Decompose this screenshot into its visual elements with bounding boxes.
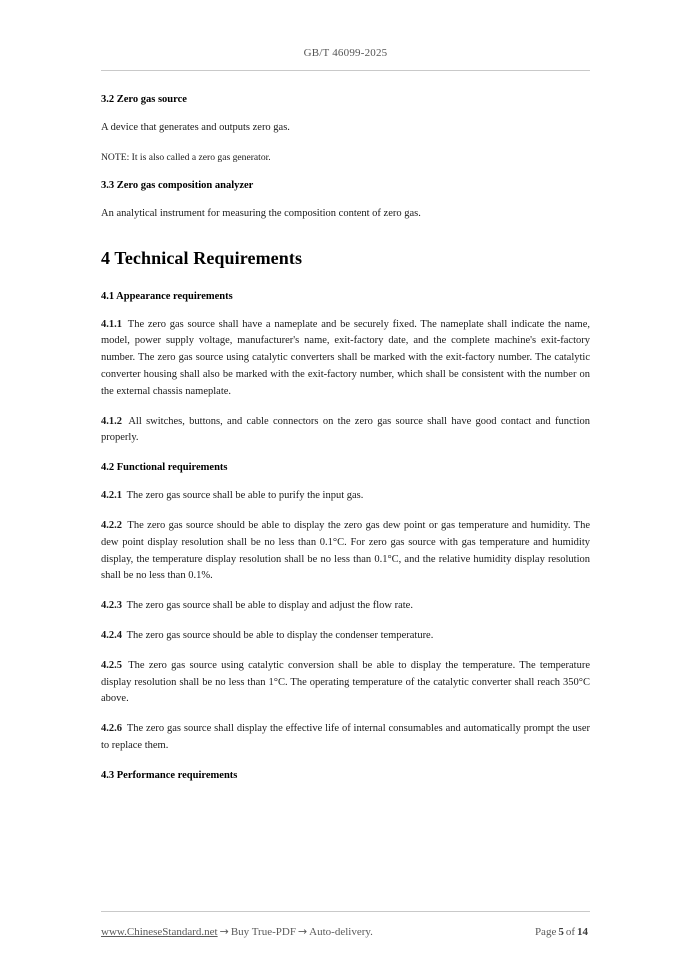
clause-body-4-2-1: The zero gas source shall be able to purify the input gas. — [126, 490, 364, 502]
of-label: of — [565, 926, 575, 938]
clause-paragraph-4-2-3 — [101, 598, 590, 615]
clause-body-4-2-4: The zero gas source should be able to display the condenser temperature. — [126, 629, 434, 641]
clause-number-4-1-2: 4.1.2 — [101, 415, 122, 427]
clause-heading-3-3: 3.3 Zero gas composition analyzer — [101, 179, 254, 191]
arrow-right-icon-1: → — [219, 925, 229, 938]
arrow-right-icon-2: → — [297, 925, 308, 938]
total-page-number: 14 — [577, 926, 588, 938]
clause-paragraph-4-2-1 — [101, 488, 590, 505]
clause-number-4-2-2: 4.2.2 — [101, 519, 122, 531]
clause-body-4-1-2: All switches, buttons, and cable connectors on the zero gas source shall have good contact and function properly. — [101, 415, 591, 444]
clause-paragraph-4-1-2 — [101, 414, 590, 448]
clause-paragraph-4-1-1 — [101, 317, 590, 401]
clause-note-3-2: NOTE: It is also called a zero gas generator. — [101, 151, 271, 163]
clause-number-4-2-1: 4.2.1 — [101, 490, 122, 502]
clause-body-4-2-3: The zero gas source shall be able to display and adjust the flow rate. — [126, 600, 413, 612]
footer-row — [101, 924, 590, 940]
clause-number-4-2-6: 4.2.6 — [101, 723, 122, 735]
footer-promo-buy: Buy True-PDF — [230, 926, 296, 938]
clause-paragraph-4-2-2 — [101, 518, 590, 585]
clause-body-4-1-1: The zero gas source shall have a nameplate and be securely fixed. The nameplate shall indicate the name, model, power supply voltage, manufacturer's name, exit-factory date, and the complete machine's exit-factory number. The zero gas source using catalytic converters shall be marked with the exit-factory number. The catalytic converter housing shall also be marked with the exit-factory number, which shall be consistent with the number on the external chassis nameplate. — [101, 318, 591, 397]
clause-number-4-2-5: 4.2.5 — [101, 659, 122, 671]
page-number-indicator — [535, 925, 590, 940]
clause-paragraph-4-2-6 — [101, 721, 590, 755]
footer-promo-delivery: Auto-delivery. — [309, 926, 373, 938]
clause-text-3-2: A device that generates and outputs zero gas. — [101, 122, 290, 133]
page-header — [101, 46, 590, 71]
footer-promo — [101, 924, 373, 940]
clause-heading-3-2: 3.2 Zero gas source — [101, 94, 187, 105]
clause-number-4-2-4: 4.2.4 — [101, 629, 122, 641]
clause-heading-4-1: 4.1 Appearance requirements — [101, 290, 233, 302]
clause-body-4-2-2: The zero gas source should be able to display the zero gas dew point or gas temperature and humidity. The dew point display resolution shall be no less than 0.1°C. For zero gas source with gas temperature and humidity display, the temperature display resolution shall be no less than 0.1°C, and the relative humidity display resolution shall be no less than 0.1%. — [101, 519, 591, 582]
clause-paragraph-4-2-5 — [101, 658, 590, 708]
document-body — [101, 92, 590, 796]
header-standard-number: GB/T 46099-2025 — [303, 47, 388, 59]
section-heading-4: 4 Technical Requirements — [101, 247, 303, 268]
clause-number-4-2-3: 4.2.3 — [101, 600, 122, 612]
clause-heading-4-3: 4.3 Performance requirements — [101, 769, 238, 781]
current-page-number: 5 — [558, 926, 564, 938]
clause-text-3-3: An analytical instrument for measuring the composition content of zero gas. — [101, 207, 421, 219]
clause-body-4-2-6: The zero gas source shall display the effective life of internal consumables and automatically prompt the user to replace them. — [101, 723, 590, 751]
clause-number-4-1-1: 4.1.1 — [101, 318, 122, 330]
header-divider — [101, 70, 590, 71]
clause-body-4-2-5: The zero gas source using catalytic conversion shall be able to display the temperature. The temperature display resolution shall be no less than 1°C. The operating temperature of the catalytic converter shall reach 350°C above. — [101, 659, 590, 705]
clause-heading-4-2: 4.2 Functional requirements — [101, 462, 228, 474]
footer-divider — [101, 911, 590, 912]
page-footer — [101, 911, 590, 940]
clause-paragraph-4-2-4 — [101, 628, 590, 645]
footer-website-link[interactable]: www.ChineseStandard.net — [101, 926, 218, 938]
page-label: Page — [534, 926, 557, 938]
